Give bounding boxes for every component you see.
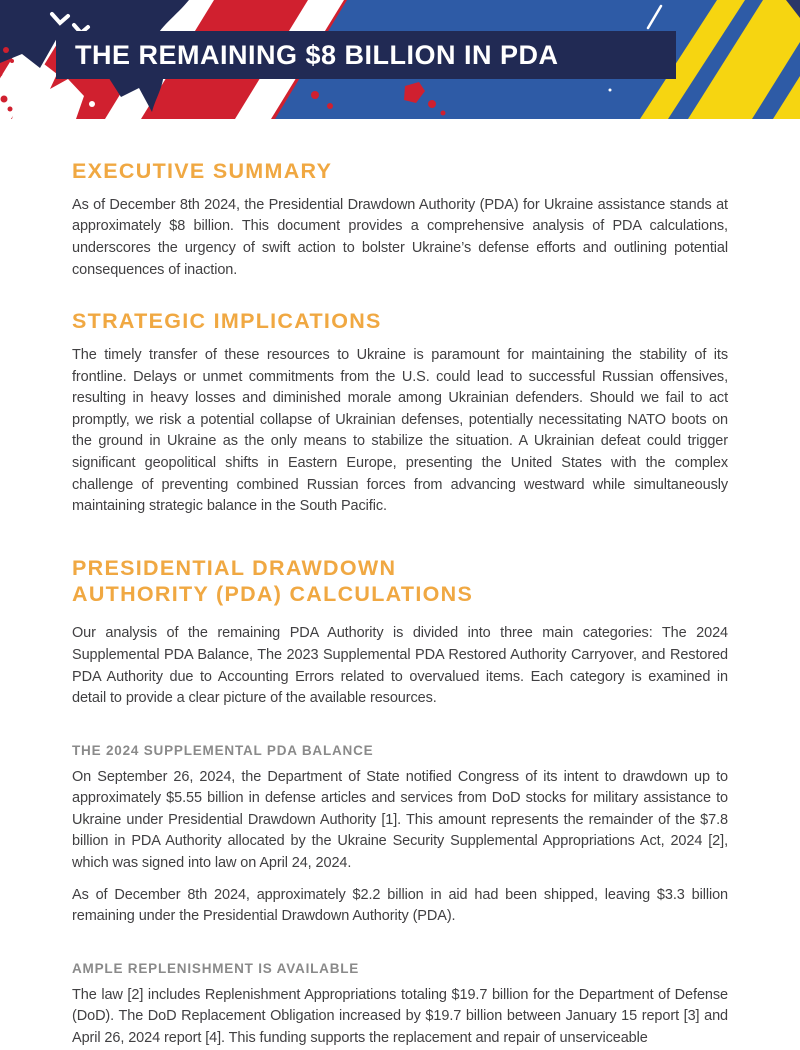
title-bar [56, 31, 676, 79]
document-body [0, 159, 800, 1050]
executive-summary-paragraph: As of December 8th 2024, the Presidential Drawdown Authority (PDA) for Ukraine assistance stands at approximately $8 billion. This document provides a comprehensive analysis of PDA calculations, underscores the urgency of swift action to bolster Ukraine’s defense efforts and outlining potential consequences of inaction. [72, 196, 728, 278]
pda-calculations-intro-paragraph: Our analysis of the remaining PDA Authority is divided into three main categories: The 2024 Supplemental PDA Balance, The 2023 Supplemental PDA Restored Authority Carryover, and Restored PDA Authority due to Accounting Errors related to overvalued items. Each category is examined in detail to provide a clear picture of the available resources. [72, 625, 728, 707]
subsection-heading-2024-supplemental-balance: THE 2024 SUPPLEMENTAL PDA BALANCE [72, 742, 374, 758]
supplemental-balance-paragraph-2: As of December 8th 2024, approximately $2.2 billion in aid had been shipped, leaving $3.3 billion remaining under the Presidential Drawdown Authority (PDA). [72, 886, 728, 925]
section-heading-pda-calculations [72, 556, 728, 608]
page-title: THE REMAINING $8 BILLION IN PDA [75, 39, 559, 70]
pda-heading-line-2: AUTHORITY (PDA) CALCULATIONS [72, 581, 474, 606]
pda-heading-line-1: PRESIDENTIAL DRAWDOWN [72, 555, 397, 580]
supplemental-balance-paragraph-1: On September 26, 2024, the Department of State notified Congress of its intent to drawdown up to approximately $5.55 billion in defense articles and services from DoD stocks for military assistance to Ukraine under Presidential Drawdown Authority [1]. This amount represents the remainder of the $7.8 billion in PDA Authority allocated by the Ukraine Security Supplemental Appropriations Act, 2024 [2], which was signed into law on April 24, 2024. [72, 768, 728, 872]
section-heading-executive-summary: EXECUTIVE SUMMARY [72, 159, 333, 183]
subsection-heading-ample-replenishment: AMPLE REPLENISHMENT IS AVAILABLE [72, 960, 360, 976]
replenishment-paragraph: The law [2] includes Replenishment Appropriations totaling $19.7 billion for the Department of Defense (DoD). The DoD Replacement Obligation increased by $19.7 billion between January 15 report [3] and April 26, 2024 report [4]. This funding supports the replacement and repair of unserviceable [72, 986, 728, 1047]
section-heading-strategic-implications: STRATEGIC IMPLICATIONS [72, 309, 382, 334]
flag-banner [0, 0, 800, 119]
strategic-implications-paragraph: The timely transfer of these resources to Ukraine is paramount for maintaining the stability of its frontline. Delays or unmet commitments from the U.S. could lead to successful Russian offensives, resulting in heavy losses and diminished morale among Ukrainian defenders. Should we fail to act promptly, we risk a potential collapse of Ukrainian defenses, potentially necessitating NATO boots on the ground in Ukraine as the only means to stabilize the situation. A Ukrainian defeat could trigger significant geopolitical shifts in Eastern Europe, presenting the United States with the complex challenge of preventing combined Russian forces from advancing westward while simultaneously maintaining strategic balance in the South Pacific. [72, 346, 728, 515]
